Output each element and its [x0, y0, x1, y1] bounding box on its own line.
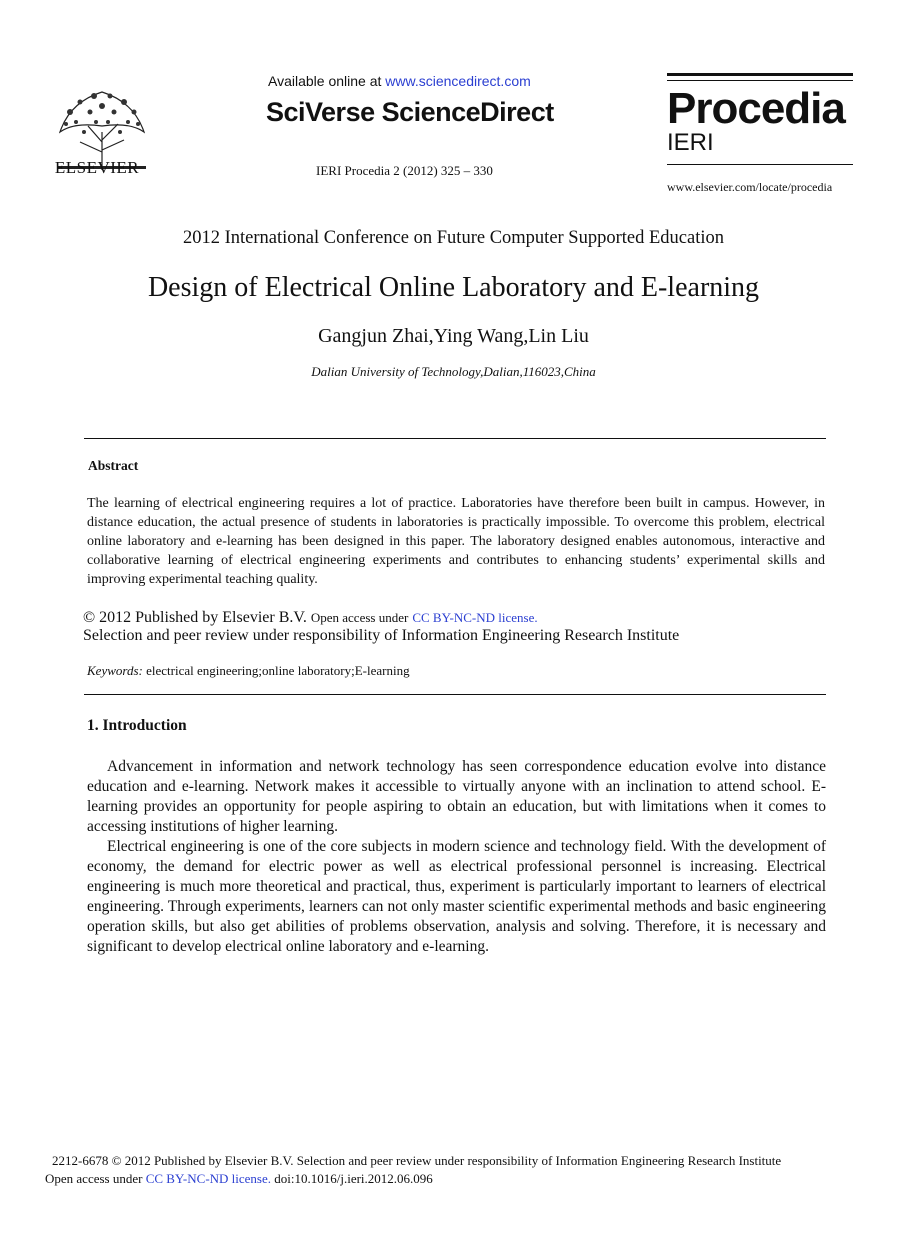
copyright-line	[83, 609, 538, 627]
article-title: Design of Electrical Online Laboratory and E-learning	[147, 272, 760, 303]
license-link[interactable]: CC BY-NC-ND license.	[412, 610, 538, 625]
procedia-logo	[667, 73, 853, 165]
divider	[84, 438, 826, 439]
procedia-rule	[667, 73, 853, 76]
footer-access-line	[45, 1171, 433, 1187]
section-heading: 1. Introduction	[87, 717, 187, 734]
available-prefix: Available online at	[268, 73, 386, 89]
sciencedirect-link[interactable]: www.sciencedirect.com	[385, 73, 531, 89]
paragraph: Advancement in information and network technology has seen correspondence education evolve into distance education and e-learning. Network makes it accessible to virtually anyone with an inclination to attend school. E-learning provides an opportunity for people aspiring to obtain an education, but with limitations when it comes to accessing institutions of higher learning.	[87, 758, 826, 835]
paragraph: Electrical engineering is one of the core subjects in modern science and technology field. With the development of economy, the demand for electric power as well as electrical professional personnel is increasing. Electrical engineering is much more theoretical and practical, thus, experiment is particularly important to learners of electrical engineering. Through experiments, learners can not only master scientific experimental methods and basic engineering operation skills, but also get abilities of problems observation, analysis and solving. Therefore, it is necessary and significant to develop electrical online laboratory and e-learning.	[87, 838, 826, 955]
journal-reference: IERI Procedia 2 (2012) 325 – 330	[316, 163, 493, 178]
section-body	[87, 757, 826, 957]
procedia-rule	[667, 80, 853, 81]
footer-open-access: Open access under	[45, 1171, 143, 1186]
abstract-text: The learning of electrical engineering requires a lot of practice. Laboratories have therefore been built in campus. However, in distance education, the actual presence of students in laboratories is practically impossible. To overcome this problem, electrical online laboratory and e-learning has been designed in this paper. The laboratory designed enables autonomous, interactive and collaborative learning of electrical engineering experiments and contributes to enhancing students’ experimental skills and improving experimental teaching quality.	[87, 496, 825, 587]
affiliation: Dalian University of Technology,Dalian,116023,China	[311, 364, 596, 379]
procedia-title: Procedia	[667, 84, 845, 133]
procedia-url[interactable]: www.elsevier.com/locate/procedia	[667, 180, 833, 194]
keywords-line	[87, 663, 410, 679]
author-list: Gangjun Zhai,Ying Wang,Lin Liu	[318, 325, 589, 347]
copyright-text: © 2012 Published by Elsevier B.V.	[83, 609, 307, 626]
footer-copyright: 2212-6678 © 2012 Published by Elsevier B.V. Selection and peer review under responsibility of Information Engineering Research Institute	[52, 1153, 782, 1168]
conference-name: 2012 International Conference on Future Computer Supported Education	[183, 228, 724, 248]
footer-license-link[interactable]: CC BY-NC-ND license.	[145, 1171, 272, 1186]
open-access-text: Open access under	[310, 610, 409, 625]
keywords-text: electrical engineering;online laboratory;E-learning	[146, 663, 410, 678]
available-online-line	[268, 73, 531, 89]
divider	[84, 694, 826, 695]
abstract-heading: Abstract	[88, 458, 139, 473]
procedia-rule	[667, 164, 853, 165]
elsevier-wordmark: ELSEVIER	[54, 158, 140, 177]
peer-review-line: Selection and peer review under responsibility of Information Engineering Research Institute	[83, 627, 680, 644]
footer-doi[interactable]: doi:10.1016/j.ieri.2012.06.096	[274, 1171, 433, 1186]
procedia-subtitle: IERI	[667, 129, 714, 156]
keywords-label: Keywords:	[87, 663, 143, 678]
platform-name: SciVerse ScienceDirect	[266, 97, 554, 127]
